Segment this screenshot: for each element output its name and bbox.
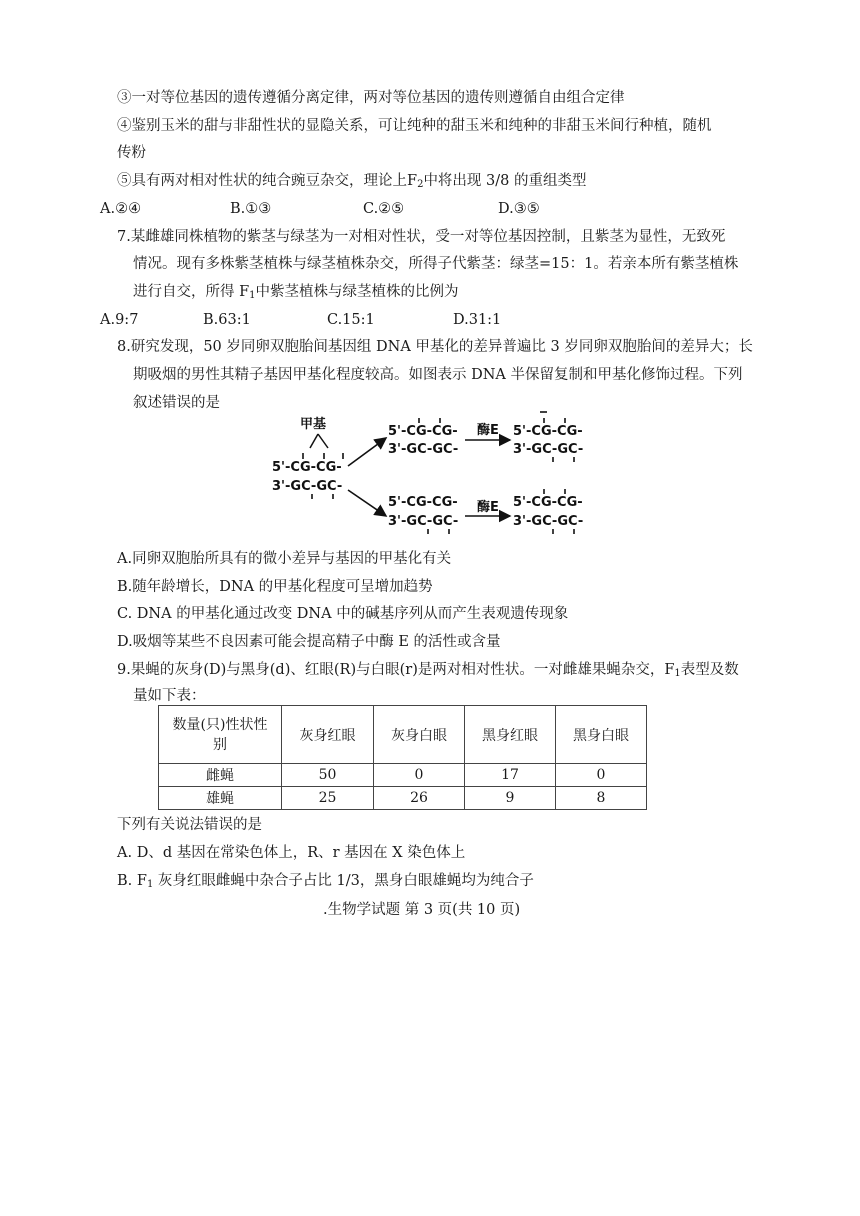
daughter2-top-strand: 5'-CG-CG- — [388, 495, 458, 510]
table-cell: 26 — [374, 787, 465, 810]
dna-methylation-diagram — [270, 408, 600, 538]
replication-arrow-up — [348, 438, 386, 466]
parent-top-strand: 5'-CG-CG- — [272, 460, 342, 475]
table-header: 灰身红眼 — [282, 706, 374, 764]
daughter1-methyl-marks — [419, 418, 440, 423]
row-label: 雌蝇 — [159, 764, 282, 787]
statement-5 — [117, 171, 587, 195]
q8-option-b: B.随年龄增长，DNA 的甲基化程度可呈增加趋势 — [117, 579, 433, 595]
table-cell: 0 — [374, 764, 465, 787]
statement-4-line2: 传粉 — [117, 145, 146, 161]
corner-line-1: 数量(只)性状性 — [172, 716, 268, 733]
q7-option-d: D.31:1 — [453, 312, 502, 328]
enzyme-e-label-2: 酶E — [477, 500, 499, 515]
q8-line2: 期吸烟的男性其精子基因甲基化程度较高。如图表示 DNA 半保留复制和甲基化修饰过程。下列 — [133, 367, 743, 383]
table-row — [159, 764, 647, 787]
table-cell: 9 — [465, 787, 556, 810]
table-cell: 25 — [282, 787, 374, 810]
q8-option-a: A.同卵双胞胎所具有的微小差异与基因的甲基化有关 — [117, 551, 452, 567]
daughter2-bottom-strand: 3'-GC-GC- — [388, 514, 459, 529]
row-label: 雄蝇 — [159, 787, 282, 810]
q7-line2: 情况。现有多株紫茎植株与绿茎植株杂交，所得子代紫茎：绿茎=15：1。若亲本所有紫茎植株 — [133, 256, 739, 272]
table-cell: 8 — [556, 787, 647, 810]
table-corner-cell — [159, 706, 282, 764]
q8-option-d: D.吸烟等某些不良因素可能会提高精子中酶 E 的活性或含量 — [117, 634, 501, 650]
subscript: 1 — [249, 290, 256, 301]
product1-top-strand: 5'-CG-CG- — [513, 424, 583, 439]
q7-line1: 7.某雌雄同株植物的紫茎与绿茎为一对相对性状，受一对等位基因控制，且紫茎为显性，无致死 — [117, 229, 726, 245]
q9-line1-text-end: 表型及数 — [680, 662, 739, 678]
subscript: 1 — [146, 879, 154, 890]
daughter2-methyl-marks — [428, 529, 449, 534]
q8-option-c: C. DNA 的甲基化通过改变 DNA 中的碱基序列从而产生表观遗传现象 — [117, 606, 569, 622]
statement-5-text-end: 中将出现 3/8 的重组类型 — [423, 173, 587, 189]
q9-prompt: 下列有关说法错误的是 — [117, 817, 262, 833]
statement-5-text: ⑤具有两对相对性状的纯合豌豆杂交，理论上F — [117, 173, 418, 189]
q9-line2: 量如下表： — [133, 688, 206, 704]
page-footer: .生物学试题 第 3 页(共 10 页) — [323, 902, 521, 918]
corner-line-2: 别 — [213, 736, 227, 753]
q9-line1 — [117, 660, 739, 684]
subscript: 1 — [674, 668, 681, 679]
q6-option-c: C.②⑤ — [363, 201, 405, 217]
q6-option-d: D.③⑤ — [498, 201, 540, 217]
methyl-label: 甲基 — [300, 417, 327, 432]
q9-option-a: A. D、d 基因在常染色体上，R、r 基因在 X 染色体上 — [117, 845, 466, 861]
q8-line3: 叙述错误的是 — [133, 395, 220, 411]
table-cell: 17 — [465, 764, 556, 787]
replication-arrow-down — [348, 490, 386, 516]
table-header: 灰身白眼 — [374, 706, 465, 764]
fly-phenotype-table — [158, 705, 647, 810]
q7-option-b: B.63:1 — [203, 312, 251, 328]
table-cell: 50 — [282, 764, 374, 787]
table-cell: 0 — [556, 764, 647, 787]
q9-option-b — [117, 871, 534, 895]
enzyme-e-label-1: 酶E — [477, 423, 499, 438]
q7-option-a: A.9:7 — [100, 312, 139, 328]
product2-top-strand: 5'-CG-CG- — [513, 495, 583, 510]
methyl-pointer — [318, 434, 328, 448]
q8-line1: 8.研究发现，50 岁同卵双胞胎间基因组 DNA 甲基化的差异普遍比 3 岁同卵双胞胎间的差异大；长 — [117, 339, 753, 355]
table-header-row — [159, 706, 647, 764]
methyl-pointer-2 — [310, 434, 318, 448]
daughter1-bottom-strand: 3'-GC-GC- — [388, 442, 459, 457]
q7-line3-text-end: 中紫茎植株与绿茎植株的比例为 — [255, 284, 459, 300]
q9-line1-text: 9.果蝇的灰身(D)与黑身(d)、红眼(R)与白眼(r)是两对相对性状。一对雌雄果蝇杂交，F — [117, 662, 675, 678]
q7-line3 — [133, 282, 459, 306]
table-row — [159, 787, 647, 810]
q7-line3-text: 进行自交，所得 F — [133, 284, 250, 300]
q9-option-b-text: B. F — [117, 873, 147, 889]
subscript: 2 — [417, 179, 424, 190]
product2-bottom-strand: 3'-GC-GC- — [513, 514, 584, 529]
statement-3: ③一对等位基因的遗传遵循分离定律，两对等位基因的遗传则遵循自由组合定律 — [117, 90, 625, 106]
table-header: 黑身红眼 — [465, 706, 556, 764]
q9-option-b-text-end: 灰身红眼雌蝇中杂合子占比 1/3，黑身白眼雄蝇均为纯合子 — [153, 873, 534, 889]
statement-4-line1: ④鉴别玉米的甜与非甜性状的显隐关系，可让纯种的甜玉米和纯种的非甜玉米间行种植，随机 — [117, 118, 712, 134]
q6-option-b: B.①③ — [230, 201, 272, 217]
q7-option-c: C.15:1 — [327, 312, 375, 328]
table-header: 黑身白眼 — [556, 706, 647, 764]
daughter1-top-strand: 5'-CG-CG- — [388, 424, 458, 439]
q6-option-a: A.②④ — [100, 201, 142, 217]
product1-bottom-strand: 3'-GC-GC- — [513, 442, 584, 457]
parent-bottom-strand: 3'-GC-GC- — [272, 479, 343, 494]
